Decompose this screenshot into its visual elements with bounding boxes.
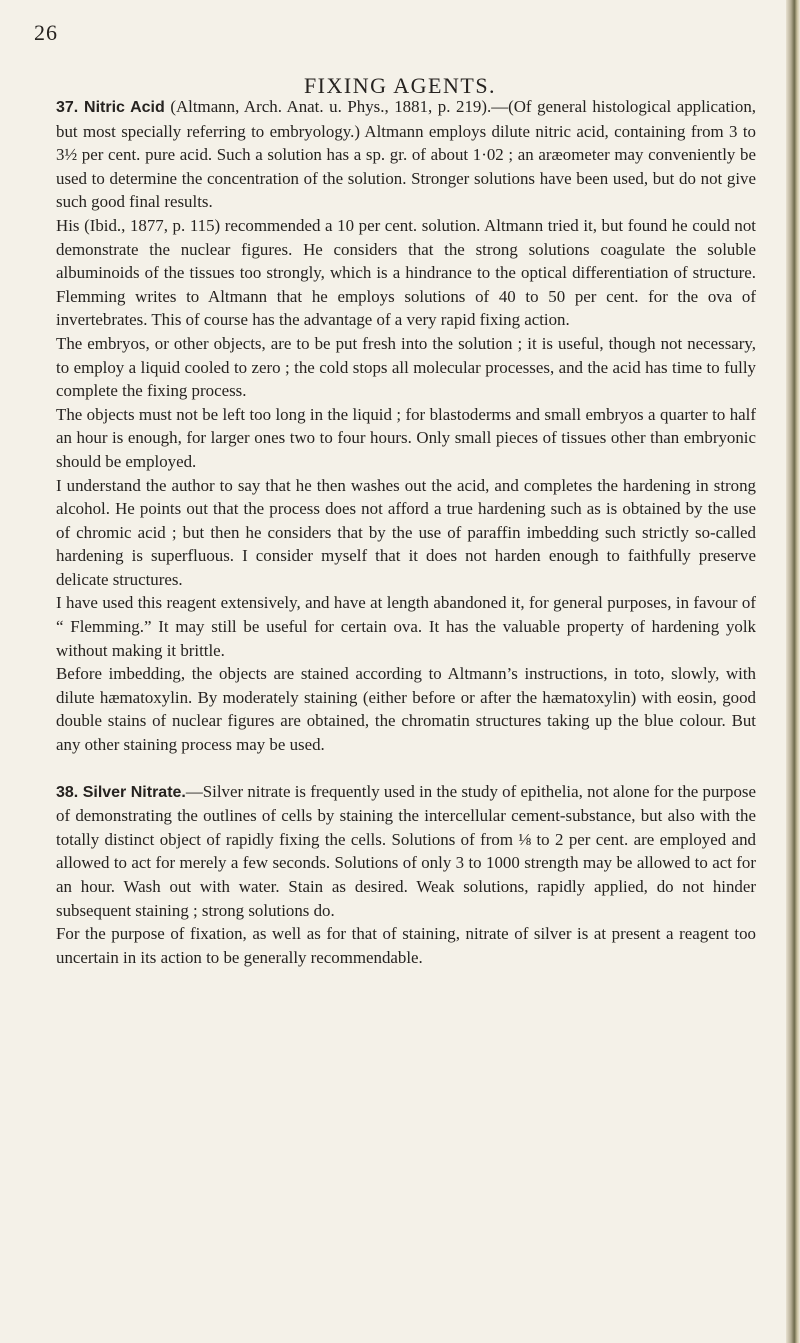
- paragraph-text: (Altmann, Arch. Anat. u. Phys., 1881, p. 219).—(Of general histological application, but most specially referring to embryology.) Altmann employs dilute nitric acid, containing from 3 to 3½ per cent. pure acid. Such a solution has a sp. gr. of about 1·02 ; an aræometer may conveniently be used to determine the concentration of the solution. Stronger solutions have been used, but do not give such good final results.: [56, 97, 756, 212]
- paragraph: [56, 780, 756, 923]
- running-head: FIXING AGENTS.: [303, 73, 497, 98]
- page-edge: [786, 0, 800, 1343]
- paragraph: His (Ibid., 1877, p. 115) recommended a 10 per cent. solution. Altmann tried it, but found he could not demonstrate the nuclear figures. He considers that the strong solutions coagulate the soluble albuminoids of the tissues too strongly, which is a hindrance to the optical differentiation of structure. Flemming writes to Altmann that he employs solutions of 40 to 50 per cent. for the ova of invertebrates. This of course has the advantage of a very rapid fixing action.: [56, 215, 756, 330]
- page-number: 26: [34, 20, 58, 45]
- paragraph: The objects must not be left too long in the liquid ; for blastoderms and small embryos a quarter to half an hour is enough, for larger ones two to four hours. Only small pieces of tissues other than embryonic should be employed.: [56, 404, 756, 471]
- paragraph: [56, 95, 756, 214]
- section-heading-silver-nitrate: 38. Silver Nitrate.: [56, 783, 186, 801]
- paragraph: The embryos, or other objects, are to be put fresh into the solution ; it is useful, though not necessary, to employ a liquid cooled to zero ; the cold stops all molecular processes, and the acid has time to fully complete the fixing process.: [56, 333, 756, 401]
- body-text: [56, 95, 756, 969]
- section-gap: [56, 757, 756, 780]
- paragraph: For the purpose of fixation, as well as for that of staining, nitrate of silver is at present a reagent too uncertain in its action to be generally recommendable.: [56, 924, 756, 967]
- paragraph: I have used this reagent extensively, and have at length abandoned it, for general purposes, in favour of “ Flemming.” It may still be useful for certain ova. It has the valuable property of hardening yolk without making it brittle.: [56, 593, 756, 660]
- paragraph: Before imbedding, the objects are stained according to Altmann’s instructions, in toto, slowly, with dilute hæmatoxylin. By moderately staining (either before or after the hæmatoxylin) with eosin, good double stains of nuclear figures are obtained, the chromatin structures taking up the blue colour. But any other staining process may be used.: [56, 664, 756, 755]
- paragraph-text: —Silver nitrate is frequently used in the study of epithelia, not alone for the purpose of demonstrating the outlines of cells by staining the intercellular cement-substance, but also with the totally distinct object of rapidly fixing the cells. Solutions of from ⅛ to 2 per cent. are employed and allowed to act for merely a few seconds. Solutions of only 3 to 1000 strength may be allowed to act for an hour. Wash out with water. Stain as desired. Weak solutions, rapidly applied, do not hinder subsequent staining ; strong solutions do.: [56, 781, 756, 920]
- section-heading-nitric-acid: 37. Nitric Acid: [56, 99, 165, 116]
- paragraph: I understand the author to say that he then washes out the acid, and completes the hardening in strong alcohol. He points out that the process does not afford a true hardening such as is obtained by the use of chromic acid ; but then he considers that by the use of paraffin imbedding such strictly so-called hardening is superfluous. I consider myself that it does not harden enough to faithfully preserve delicate structures.: [56, 475, 756, 589]
